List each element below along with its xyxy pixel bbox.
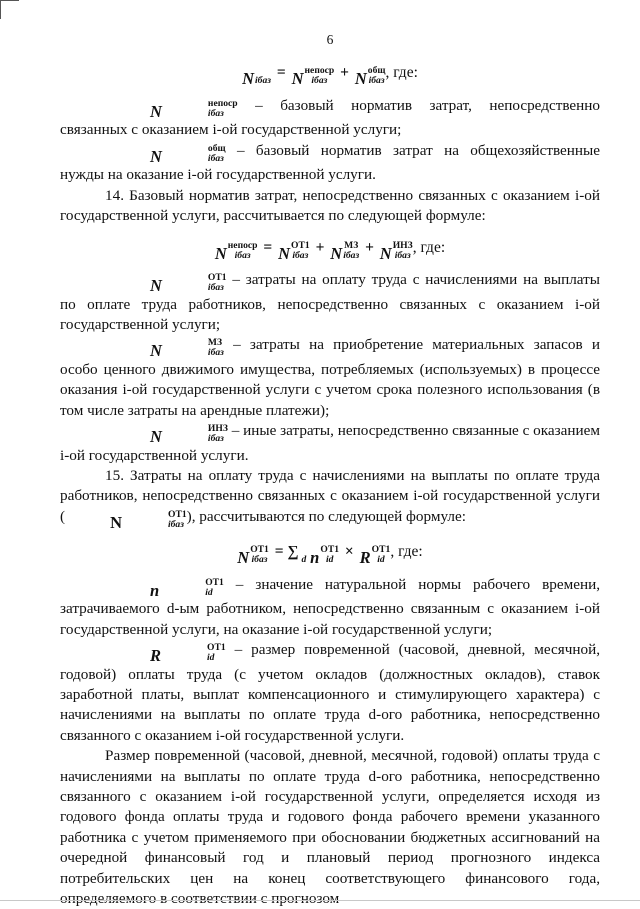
symbol-r-id: R ОТ1 id [150,642,226,666]
definition-n-ot1: N ОТ1 iбаз – затраты на оплату труда с начислениями на выплаты по оплате труда работников, непосредственно связанных с оказанием i-ой государственной услуги; [60,271,600,333]
formula-ot1: N ОТ1 iбаз = ∑ d n ОТ1 id × R ОТ1 id , где: [237,543,423,568]
symbol-n-ot1: N ОТ1 iбаз [278,239,310,263]
symbol-n-mz: N МЗ iбаз [150,337,224,361]
definition-n-id: n ОТ1 id – значение натуральной нормы рабочего времени, затрачиваемого d-ым работником, непосредственно связанным с оказанием i-ой государственной услуги, на оказание i-ой государственной услуги; [60,575,600,638]
formula-base-norm: N iбаз = N непоср iбаз + N общ iбаз , где: [242,64,418,89]
symbol-n-id: n ОТ1 id [310,544,340,568]
symbol-n-neposr: N непоср iбаз [150,97,238,121]
symbol-n-neposr: N непоср iбаз [214,239,258,263]
paragraph-15: 15. Затраты на оплату труда с начислениями на выплаты по оплате труда работников, непосредственно связанных с оказанием i-ой государственной услуги ( N ОТ1 iбаз ), рассчитываются по следующей формуле: [60,466,600,532]
symbol-n-ot1: N ОТ1 iбаз [110,508,187,532]
formula-neposr: N непоср iбаз = N ОТ1 iбаз + N МЗ iбаз + N ИНЗ iбаз , где: [214,238,446,263]
symbol-n-obsch: N общ iбаз [150,142,226,166]
definition-n-obsch: N общ iбаз – базовый норматив затрат на общехозяйственные нужды на оказание i-ой государственной услуги. [60,141,600,184]
document-page [60,30,600,909]
symbol-n-inz: N ИНЗ iбаз [379,239,413,263]
symbol-n-ot1: N ОТ1 iбаз [150,272,227,296]
definition-n-mz: N МЗ iбаз – затраты на приобретение материальных запасов и особо ценного движимого имущества, потребляемых (используемых) в процессе оказания i-ой государственной услуги с учетом срока полезного использования (в том числе затраты на арендные платежи); [60,336,600,419]
definition-n-inz: N ИНЗ iбаз – иные затраты, непосредственно связанные с оказанием i-ой государственной услуги. [60,422,600,464]
page-number: 6 [326,32,334,47]
symbol-n-mz: N МЗ iбаз [330,239,360,263]
symbol-n-neposr: N непоср iбаз [291,65,335,89]
symbol-n-ibaz: N iбаз [242,69,272,89]
paragraph-14: 14. Базовый норматив затрат, непосредственно связанных с оказанием i-ой государственной услуги, рассчитывается по следующей формуле: [60,186,600,225]
definition-r-id: R ОТ1 id – размер повременной (часовой, дневной, месячной, годовой) оплаты труда (с учетом окладов (должностных окладов), ставок заработной платы, выплат компенсационного и стимулирующего характера) с начислениями на выплаты по оплате труда d-ого работника, непосредственно связанного с оказанием i-ой государственной услуги. [60,641,600,744]
paragraph-hourly-pay: Размер повременной (часовой, дневной, месячной, годовой) оплаты труда с начислениями на выплаты по оплате труда d-ого работника, непосредственно связанного с оказанием i-ой государственной услуги, определяется исходя из годового фонда оплаты труда и годового фонда рабочего времени указанного работника с учетом применяемого при обосновании бюджетных ассигнований на очередной финансовый год и плановый период прогнозного индекса потребительских цен на конец соответствующего финансового года, определяемого в соответствии с прогнозом [60,747,600,908]
scan-corner-mark [0,0,19,19]
symbol-n-obsch: N общ iбаз [354,65,386,89]
definition-n-neposr: N непоср iбаз – базовый норматив затрат, непосредственно связанных с оказанием i-ой государственной услуги; [60,96,600,139]
symbol-r-id: R ОТ1 id [359,544,391,568]
symbol-n-ot1: N ОТ1 iбаз [237,544,269,568]
symbol-n-id: n ОТ1 id [150,576,224,600]
symbol-n-inz: N ИНЗ iбаз [150,423,228,447]
sum-index: d [301,554,307,566]
scan-bottom-rule [0,900,640,901]
